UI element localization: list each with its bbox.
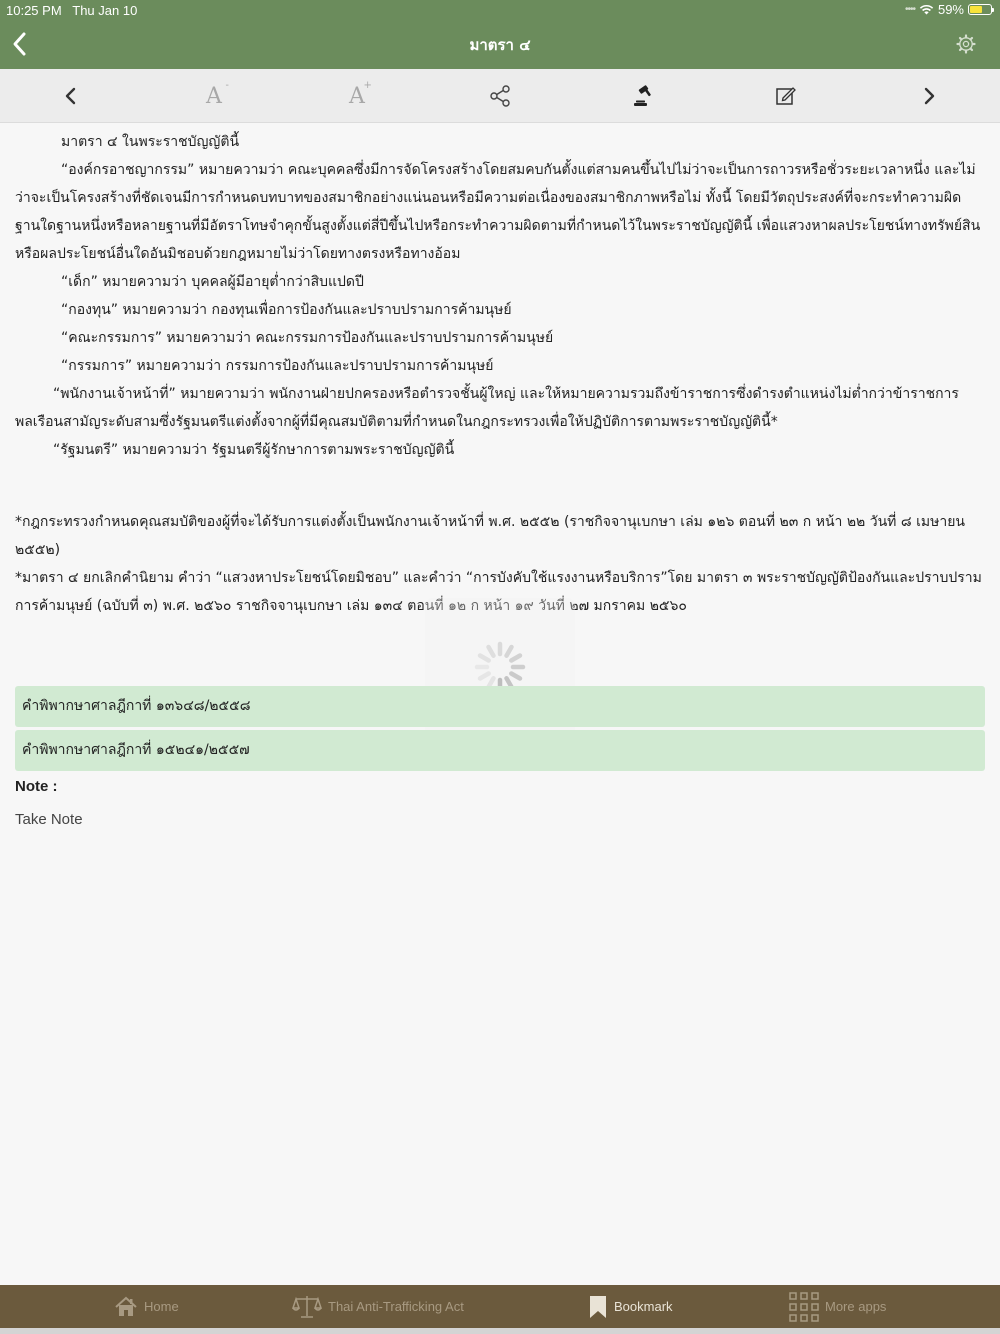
wifi-icon [919, 4, 934, 15]
definition-paragraph: “องค์กรอาชญากรรม” หมายความว่า คณะบุคคลซึ่งมีการจัดโครงสร้างโดยสมคบกันตั้งแต่สามคนขึ้นไปไม่ว่าจะเป็นการถาวรหรือชั่วระยะเวลาหนึ่ง และไม่ว่าจะเป็นโครงสร้างที่ชัดเจนมีการกำหนดบทบาทของสมาชิกอย่างแน่นอนหรือมีความต่อเนื่องของสมาชิกภาพหรือไม่ ทั้งนี้ โดยมีวัตถุประสงค์ที่จะกระทำความผิดฐานใดฐานหนึ่งหรือหลายฐานที่มีอัตราโทษจำคุกขั้นสูงตั้งแต่สี่ปีขึ้นไปหรือกระทำความผิดตามที่กำหนดไว้ในพระราชบัญญัตินี้ เพื่อแสวงหาผลประโยชน์ทางทรัพย์สินหรือผลประโยชน์อื่นใดอันมิชอบด้วยกฎหมายไม่ว่าโดยทางตรงหรือทางอ้อม [15, 162, 981, 262]
status-time [6, 3, 137, 18]
status-clock: 10:25 PM [6, 3, 62, 18]
home-icon [114, 1295, 138, 1319]
next-section-button[interactable] [914, 81, 944, 111]
share-button[interactable] [485, 81, 515, 111]
decrease-font-button[interactable] [199, 81, 229, 111]
definition-paragraph: “เด็ก” หมายความว่า บุคคลผู้มีอายุต่ำกว่าสิบแปดปี [61, 274, 364, 290]
take-note-button[interactable]: Take Note [15, 811, 83, 828]
case-list [15, 686, 985, 774]
page-title: มาตรา ๔ [469, 36, 531, 54]
note-label: Note : [15, 778, 58, 795]
tab-thai-anti-trafficking-act[interactable] [292, 1285, 464, 1328]
status-indicators [905, 2, 992, 17]
definition-paragraph: “พนักงานเจ้าหน้าที่” หมายความว่า พนักงานฝ่ายปกครองหรือตำรวจชั้นผู้ใหญ่ และให้หมายความรวมถึงข้าราชการซึ่งดำรงตำแหน่งไม่ต่ำกว่าข้าราชการพลเรือนสามัญระดับสามซึ่งรัฐมนตรีแต่งตั้งจากผู้ที่มีคุณสมบัติตามที่กำหนดในกฎกระทรวงเพื่อให้ปฏิบัติการตามพระราชบัญญัตินี้* [15, 386, 959, 430]
edit-note-button[interactable] [771, 81, 801, 111]
gear-icon [956, 34, 976, 54]
battery-icon [968, 4, 992, 15]
definition-paragraph: “กรรมการ” หมายความว่า กรรมการป้องกันและปราบปรามการค้ามนุษย์ [61, 358, 494, 374]
tab-more-apps[interactable] [789, 1285, 886, 1328]
tab-home[interactable] [114, 1285, 179, 1328]
tab-bookmark[interactable] [588, 1285, 673, 1328]
definition-paragraph: “กองทุน” หมายความว่า กองทุนเพื่อการป้องกันและปราบปรามการค้ามนุษย์ [61, 302, 512, 318]
bookmark-icon [588, 1295, 608, 1319]
status-date: Thu Jan 10 [72, 3, 138, 18]
footnote: *กฎกระทรวงกำหนดคุณสมบัติของผู้ที่จะได้รับการแต่งตั้งเป็นพนักงานเจ้าหน้าที่ พ.ศ. ๒๕๕๒ (ราชกิจจานุเบกษา เล่ม ๑๒๖ ตอนที่ ๒๓ ก หน้า ๒๒ วันที่ ๘ เมษายน ๒๕๕๒) [15, 514, 965, 558]
footnote: *มาตรา ๔ ยกเลิกคำนิยาม คำว่า “แสวงหาประโยชน์โดยมิชอบ” และคำว่า “การบังคับใช้แรงงานหรือบริการ”โดย มาตรา ๓ พระราชบัญญัติป้องกันและปราบปรามการค้ามนุษย์ (ฉบับที่ ๓) พ.ศ. ๒๕๖๐ ราชกิจจานุเบกษา เล่ม ๑๓๔ ตอนที่ ๑๒ ก หน้า ๑๙ วันที่ ๒๗ มกราคม ๒๕๖๐ [15, 570, 982, 614]
case-item[interactable]: คำพิพากษาศาลฎีกาที่ ๑๓๖๔๘/๒๕๕๘ [15, 686, 985, 727]
tab-bar [0, 1285, 1000, 1328]
scales-icon [292, 1294, 322, 1320]
definition-paragraph: “รัฐมนตรี” หมายความว่า รัฐมนตรีผู้รักษาการตามพระราชบัญญัตินี้ [53, 442, 455, 458]
grid-icon [789, 1292, 819, 1322]
font-increase-icon: A + [349, 79, 372, 109]
tab-label: Home [144, 1299, 179, 1314]
cell-signal-icon: •••• [904, 4, 915, 15]
section-heading: มาตรา ๔ ในพระราชบัญญัตินี้ [61, 134, 240, 150]
tab-label: Thai Anti-Trafficking Act [328, 1299, 464, 1314]
font-decrease-icon: A - [206, 79, 229, 109]
edit-icon [775, 85, 797, 107]
supreme-court-button[interactable] [628, 81, 658, 111]
section-text [15, 128, 985, 464]
tab-label: Bookmark [614, 1299, 673, 1314]
status-bar [0, 0, 1000, 22]
gavel-icon [631, 84, 655, 108]
home-indicator-area [0, 1328, 1000, 1334]
share-icon [488, 84, 512, 108]
case-item[interactable]: คำพิพากษาศาลฎีกาที่ ๑๕๒๔๑/๒๕๕๗ [15, 730, 985, 771]
nav-header [0, 0, 1000, 69]
definition-paragraph: “คณะกรรมการ” หมายความว่า คณะกรรมการป้องกันและปราบปรามการค้ามนุษย์ [61, 330, 554, 346]
tab-label: More apps [825, 1299, 887, 1314]
battery-percent: 59% [937, 2, 964, 17]
chevron-right-icon [922, 87, 936, 105]
settings-button[interactable] [956, 34, 976, 54]
toolbar [0, 69, 1000, 123]
chevron-left-icon [64, 87, 78, 105]
previous-section-button[interactable] [56, 81, 86, 111]
increase-font-button[interactable] [342, 81, 372, 111]
battery-level [970, 6, 982, 13]
